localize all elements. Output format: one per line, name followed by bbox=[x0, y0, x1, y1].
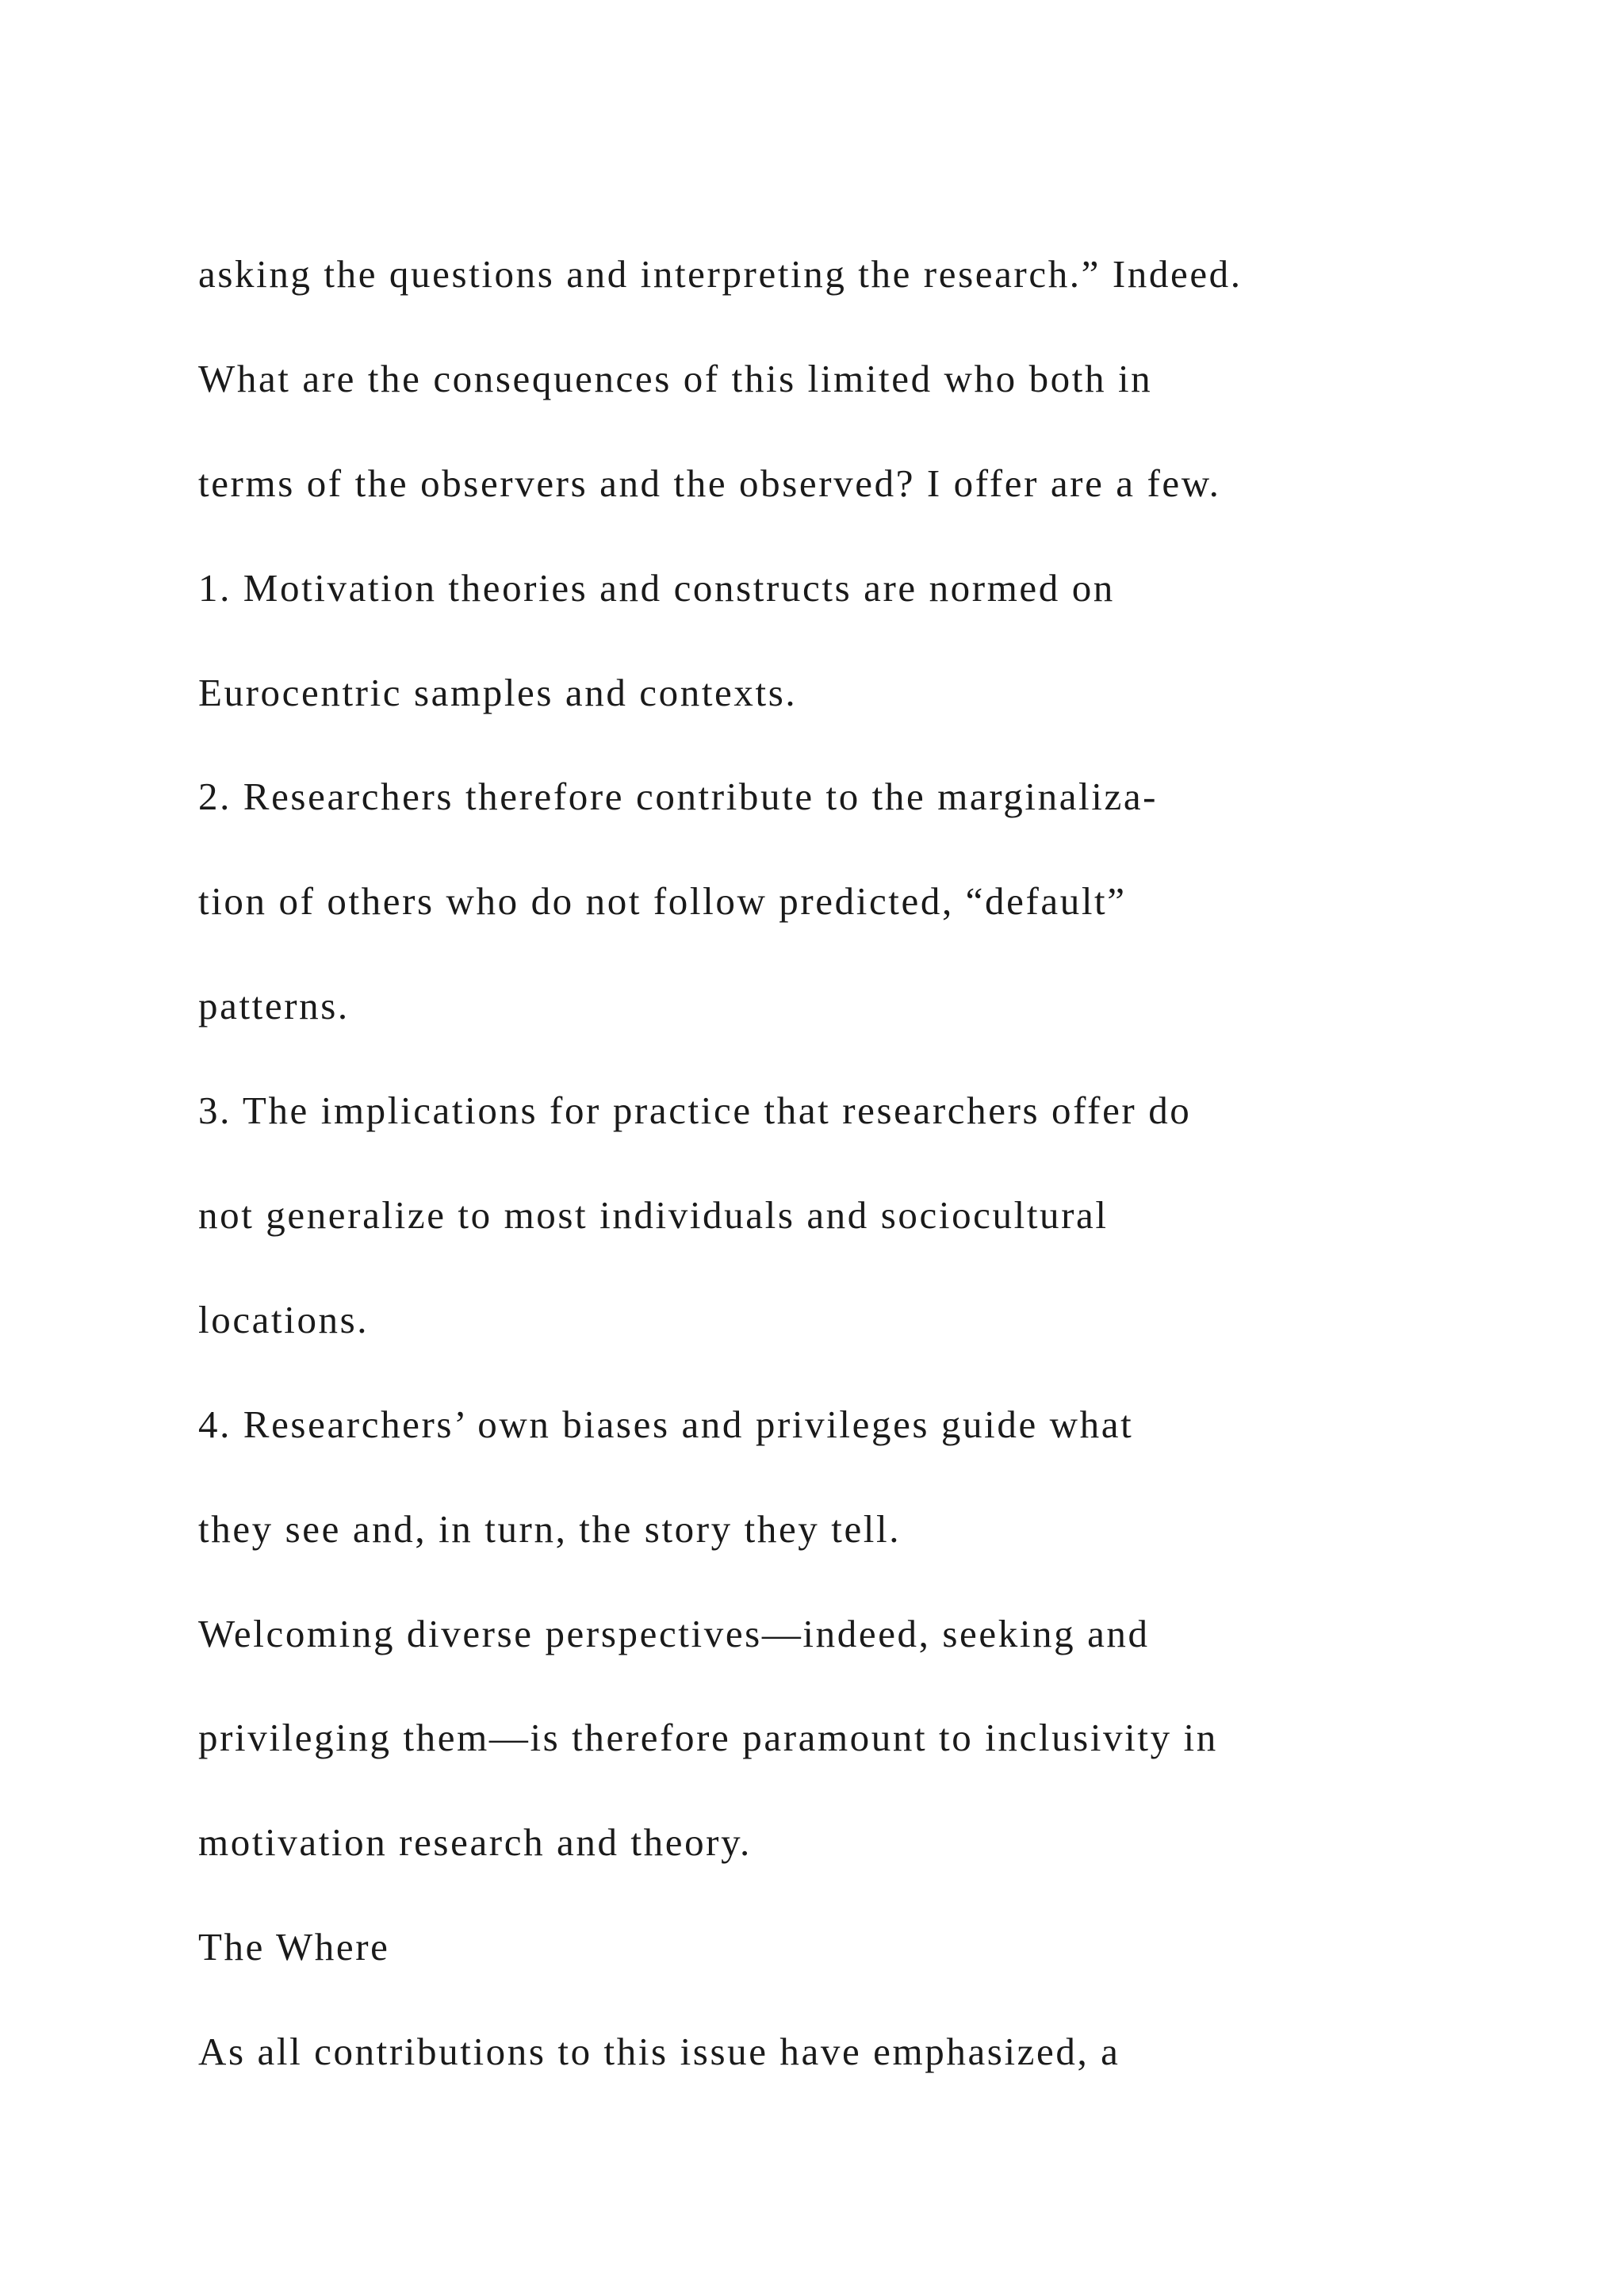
text-line: not generalize to most individuals and sociocultural bbox=[198, 1193, 1109, 1238]
text-line: As all contributions to this issue have emphasized, a bbox=[198, 2030, 1120, 2074]
text-line: asking the questions and interpreting the research.” Indeed. bbox=[198, 252, 1243, 296]
text-line: Welcoming diverse perspectives—indeed, seeking and bbox=[198, 1611, 1150, 1655]
text-line: tion of others who do not follow predicted, “default” bbox=[198, 879, 1127, 924]
text-line: patterns. bbox=[198, 984, 350, 1028]
list-item-1: 1. Motivation theories and constructs are normed on bbox=[198, 565, 1115, 610]
text-line: terms of the observers and the observed? I offer are a few. bbox=[198, 461, 1221, 505]
list-item-2: 2. Researchers therefore contribute to the marginaliza- bbox=[198, 775, 1159, 819]
text-line: What are the consequences of this limited who both in bbox=[198, 356, 1153, 400]
section-heading: The Where bbox=[198, 1925, 390, 1969]
text-line: motivation research and theory. bbox=[198, 1820, 752, 1865]
body-text bbox=[198, 238, 1435, 2120]
text-line: privileging them—is therefore paramount to inclusivity in bbox=[198, 1716, 1218, 1760]
list-item-3: 3. The implications for practice that researchers offer do bbox=[198, 1089, 1192, 1133]
list-item-4: 4. Researchers’ own biases and privileges guide what bbox=[198, 1402, 1134, 1446]
text-line: locations. bbox=[198, 1297, 370, 1341]
text-line: Eurocentric samples and contexts. bbox=[198, 670, 798, 714]
text-line: they see and, in turn, the story they tell. bbox=[198, 1506, 902, 1551]
